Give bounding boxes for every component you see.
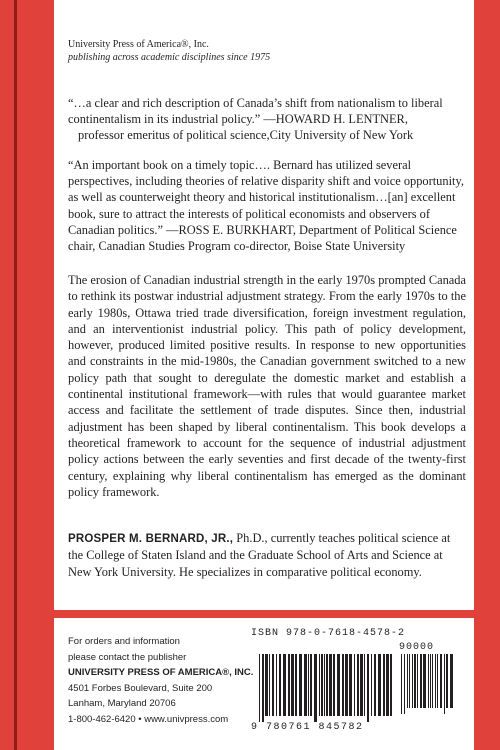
barcode-bar: [404, 654, 405, 714]
order-panel: [54, 618, 474, 750]
barcode-bar: [314, 654, 317, 722]
barcode-bar: [272, 654, 274, 716]
barcode-bar: [367, 654, 369, 722]
publisher-block: [68, 38, 270, 64]
barcode-bar: [414, 654, 416, 708]
barcode-bar: [430, 654, 431, 708]
barcode-bar: [432, 654, 433, 708]
barcode-bar: [435, 654, 436, 708]
review-quote-2: [68, 157, 466, 254]
barcode-bar: [276, 654, 277, 716]
barcode-bar: [371, 654, 372, 716]
text-panel: [54, 0, 474, 610]
barcode-bar: [437, 654, 438, 708]
barcode-bar: [378, 654, 381, 716]
barcode-bar: [440, 654, 442, 708]
author-bio: [68, 530, 466, 580]
barcode-bar: [401, 654, 402, 714]
isbn-text: ISBN 978-0-7618-4578-2: [251, 628, 406, 639]
barcode-bar: [310, 654, 312, 716]
barcode-bar: [374, 654, 376, 716]
review-quote-1: [68, 95, 466, 144]
book-description: The erosion of Canadian industrial strength in the early 1970s prompted Canada to rethink its postwar industrial adjustment strategy. From the early 1970s to the early 1980s, Ottawa tried trade diversification, foreign investment regulation, and an interventionist industrial policy. This path of policy development, however, produced limited positive results. In response to new opportunities and constraints in the mid-1980s, the Canadian government switched to a new policy path that sought to deregulate the domestic market and establish a continental institutional framework—with rules that would guarantee market access and facilitate the settlement of trade disputes. Since then, industrial adjustment has been shaped by liberal continentalism. This book develops a theoretical framework to account for the sequence of industrial adjustment policy actions between the early seventies and first decade of the twenty-first century, explaining why liberal continentalism has emerged as the dominant policy framework.: [68, 273, 466, 499]
barcode-bar: [360, 654, 363, 716]
barcode-bar: [262, 654, 264, 722]
barcode-bar: [390, 654, 392, 716]
barcode-bar: [412, 654, 413, 708]
price-code: 90000: [399, 642, 435, 653]
barcode-bar: [326, 654, 328, 716]
barcode-bar: [333, 654, 335, 716]
contact-publisher-name: UNIVERSITY PRESS OF AMERICA®, INC.: [68, 667, 254, 679]
contact-phone-web: 1-800-462-6420 • www.univpress.com: [68, 713, 229, 725]
barcode-bar: [409, 654, 410, 708]
barcode-bar: [450, 654, 453, 708]
quote-attribution: —ROSS E. BURKHART, Department of Political Science chair, Canadian Studies Program co-director, Boise State University: [68, 222, 457, 254]
contact-address-2: Lanham, Maryland 20706: [68, 698, 176, 710]
quote-text: “…a clear and rich description of Canada’s shift from nationalism to liberal continentalism in its industrial policy.”: [68, 96, 443, 127]
ean-digits: 9 780761 845782: [251, 722, 364, 733]
barcode-bar: [288, 654, 290, 716]
contact-line-2: please contact the publisher: [68, 651, 187, 663]
quote-attribution: —HOWARD H. LENTNER,: [263, 112, 408, 127]
publisher-name: University Press of America®, Inc.: [68, 39, 209, 50]
quote-text: “An important book on a timely topic…. Bernard has utilized several perspectives, including theories of relative disparity shift and voice opportunity, as well as counterweight theory and historical institutionalism…[an] excellent book, sure to attract the interests of political economists and observers of Canadian politics.”: [68, 158, 464, 237]
barcode-bar: [308, 654, 309, 716]
author-bio-text: Ph.D., currently teaches political science at the College of Staten Island and the Graduate School of Arts and Science at New York University. He specializes in comparative political economy.: [68, 531, 451, 579]
contact-block: [68, 634, 253, 728]
barcode-bar: [304, 654, 307, 716]
barcode-bar: [295, 654, 297, 716]
spine-line: [14, 0, 17, 750]
barcode-bar: [407, 654, 408, 708]
barcode-bar: [357, 654, 359, 716]
barcode-bar: [299, 654, 302, 716]
barcode-block: [251, 628, 461, 736]
barcode-bar: [349, 654, 352, 716]
barcode-bar: [279, 654, 281, 716]
barcode-bar: [444, 654, 445, 714]
quote-credit: professor emeritus of political science,City University of New York: [78, 128, 414, 143]
barcode-bar: [345, 654, 348, 716]
barcode-bar: [321, 654, 323, 716]
ean-barcode: [259, 654, 395, 722]
barcode-bar: [446, 654, 448, 708]
barcode-bar: [342, 654, 344, 716]
contact-address-1: 4501 Forbes Boulevard, Suite 200: [68, 682, 213, 694]
barcode-bar: [354, 654, 355, 716]
barcode-bar: [420, 654, 422, 708]
barcode-bar: [428, 654, 429, 708]
barcode-bar: [423, 654, 426, 708]
barcode-bar: [364, 654, 365, 716]
barcode-bar: [417, 654, 418, 708]
barcode-bar: [324, 654, 325, 716]
price-barcode: [401, 654, 455, 722]
barcode-bar: [259, 654, 260, 722]
publisher-tagline: publishing across academic disciplines since 1975: [68, 52, 271, 63]
barcode-bar: [269, 654, 270, 716]
barcode-bar: [386, 654, 389, 716]
author-name: PROSPER M. BERNARD, JR.,: [68, 533, 234, 545]
barcode-bar: [265, 654, 268, 716]
barcode-bar: [383, 654, 385, 716]
barcode-bar: [337, 654, 340, 716]
contact-line-1: For orders and information: [68, 636, 180, 647]
barcode-bar: [283, 654, 286, 716]
barcode-bar: [329, 654, 332, 716]
barcode-bar: [291, 654, 294, 716]
barcode-bar: [319, 654, 320, 716]
